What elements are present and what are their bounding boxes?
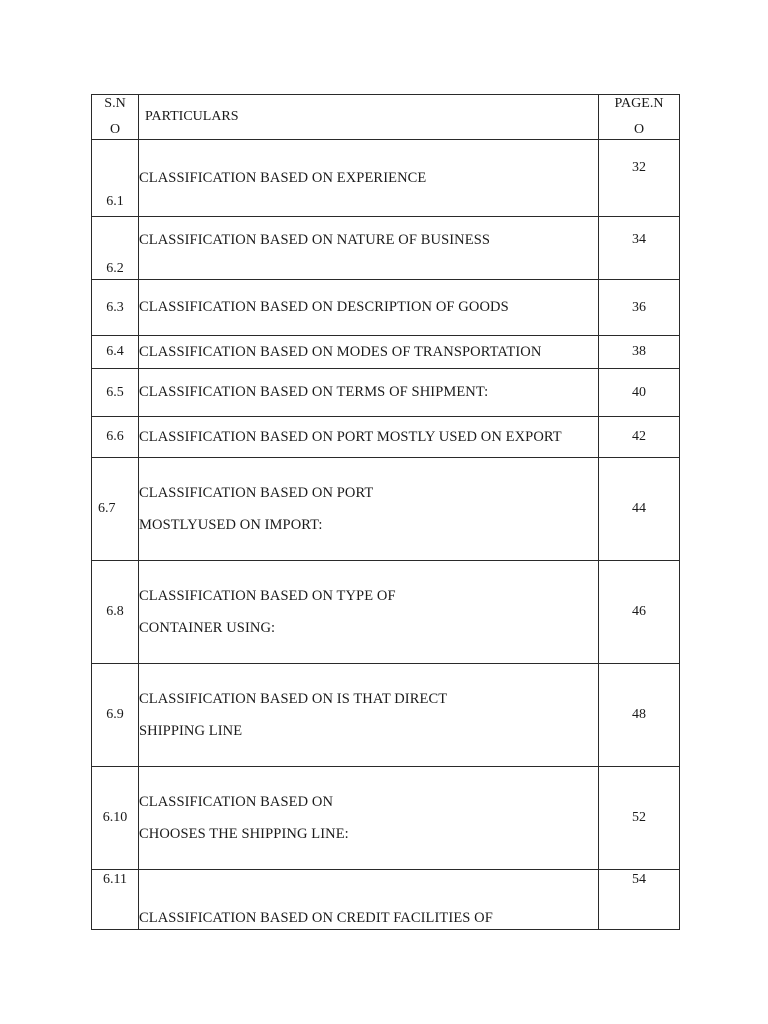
table-row [92, 280, 680, 336]
row-particulars-line1: CLASSIFICATION BASED ON PORT [139, 484, 374, 501]
row-particulars-line2: SHIPPING LINE [139, 722, 243, 739]
row-particulars [139, 664, 599, 767]
row-sno: 6.1 [92, 140, 139, 217]
contents-table [91, 94, 680, 930]
table-row [92, 767, 680, 870]
particulars-header: PARTICULARS [139, 95, 599, 140]
row-sno: 6.7 [92, 458, 139, 561]
row-particulars: CLASSIFICATION BASED ON CREDIT FACILITIES OF [139, 870, 599, 930]
table-row [92, 870, 680, 930]
row-sno: 6.3 [92, 280, 139, 336]
page-header-line1: PAGE.N [614, 96, 664, 111]
row-sno: 6.10 [92, 767, 139, 870]
row-sno: 6.5 [92, 369, 139, 417]
sno-header-line1: S.N [104, 96, 126, 111]
table-row [92, 458, 680, 561]
row-page-number: 48 [599, 664, 680, 767]
row-page-number: 32 [599, 140, 680, 217]
page-number-header [599, 95, 680, 140]
row-sno: 6.4 [92, 336, 139, 369]
row-particulars-line1: CLASSIFICATION BASED ON IS THAT DIRECT [139, 690, 448, 707]
row-particulars: CLASSIFICATION BASED ON EXPERIENCE [139, 140, 599, 217]
row-sno: 6.2 [92, 217, 139, 280]
sno-header [92, 95, 139, 140]
row-particulars [139, 458, 599, 561]
row-particulars-line2: CONTAINER USING: [139, 619, 276, 636]
row-particulars: CLASSIFICATION BASED ON PORT MOSTLY USED ON EXPORT [139, 417, 599, 458]
row-particulars-line2: CHOOSES THE SHIPPING LINE: [139, 825, 349, 842]
row-particulars: CLASSIFICATION BASED ON TERMS OF SHIPMENT: [139, 369, 599, 417]
table-row [92, 664, 680, 767]
row-particulars [139, 767, 599, 870]
row-page-number: 36 [599, 280, 680, 336]
row-page-number: 52 [599, 767, 680, 870]
table-row [92, 417, 680, 458]
row-sno: 6.11 [92, 870, 139, 930]
row-page-number: 40 [599, 369, 680, 417]
row-sno: 6.8 [92, 561, 139, 664]
table-row [92, 336, 680, 369]
row-page-number: 34 [599, 217, 680, 280]
page-header-line2: O [633, 122, 645, 137]
row-particulars-line1: CLASSIFICATION BASED ON TYPE OF [139, 587, 396, 604]
row-particulars [139, 561, 599, 664]
table-header-row [92, 95, 680, 140]
sno-header-line2: O [109, 122, 121, 137]
row-page-number: 38 [599, 336, 680, 369]
row-sno: 6.9 [92, 664, 139, 767]
row-page-number: 54 [599, 870, 680, 930]
table-row [92, 140, 680, 217]
row-page-number: 44 [599, 458, 680, 561]
table-row [92, 561, 680, 664]
row-page-number: 46 [599, 561, 680, 664]
row-sno: 6.6 [92, 417, 139, 458]
row-particulars: CLASSIFICATION BASED ON MODES OF TRANSPORTATION [139, 336, 599, 369]
row-particulars-line1: CLASSIFICATION BASED ON [139, 793, 334, 810]
row-page-number: 42 [599, 417, 680, 458]
row-particulars: CLASSIFICATION BASED ON DESCRIPTION OF GOODS [139, 280, 599, 336]
row-particulars-line2: MOSTLYUSED ON IMPORT: [139, 516, 323, 533]
table-row [92, 217, 680, 280]
table-row [92, 369, 680, 417]
row-particulars: CLASSIFICATION BASED ON NATURE OF BUSINESS [139, 217, 599, 280]
